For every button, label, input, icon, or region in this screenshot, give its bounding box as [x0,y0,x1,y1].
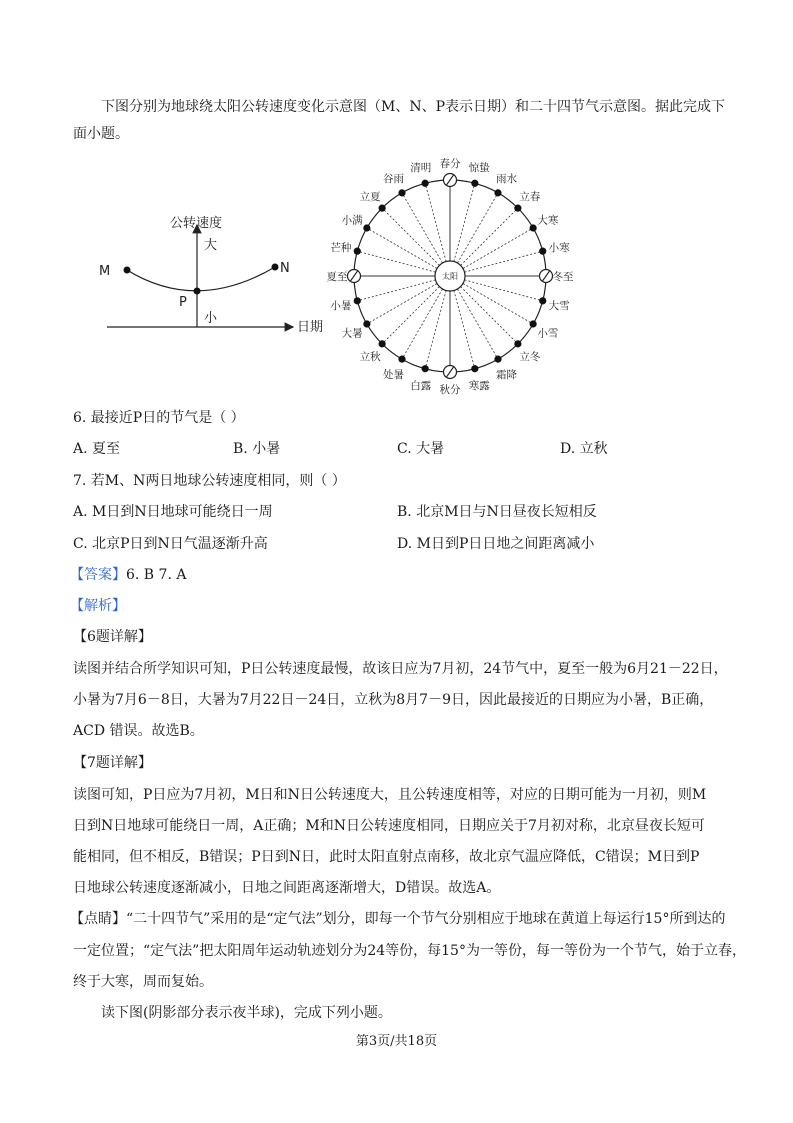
spoke-liqiu [382,287,439,344]
answer-tag: 【答案】 [70,567,126,583]
spoke-lidong [461,287,518,344]
spoke-chushu [402,289,443,359]
term-label-xiaoxue: 小雪 [537,327,559,340]
term-label-bailu: 白露 [410,380,432,393]
term-dot-daxue [539,297,546,304]
x-axis-label: 日期 [297,320,324,335]
q6-detail-line-2: 小暑为7月6－8日，大暑为7月22日－24日，立秋为8月7－9日，因此最接近的日期应为小暑，B正确， [73,692,714,708]
spoke-mangzhong [357,251,435,272]
q6-option-b: B. 小暑 [233,441,281,457]
term-label-qingming: 清明 [410,161,432,174]
term-dot-jingzhe [471,180,478,187]
term-dot-mangzhong [354,248,361,255]
spoke-shuangjiang [458,289,499,359]
term-dot-qingming [422,180,429,187]
term-label-guyu: 谷雨 [383,173,404,186]
q7-detail-line-2: 日到N日地球可能绕日一周，A正确；M和N日公转速度相同，日期应关于7月初对称，北京昼夜长短可 [73,818,705,834]
point-m [124,267,131,274]
term-label-jingzhe: 惊蛰 [468,161,490,174]
spoke-lichun [461,208,518,265]
term-label-dahan: 大寒 [537,214,559,227]
point-p [194,288,201,295]
page-footer: 第3页/共18页 [355,1034,438,1049]
term-dot-lixia [379,205,386,212]
term-dot-hanlu [471,365,478,372]
label-m: M [99,264,111,279]
q6-stem: 6. 最接近P日的节气是（ ） [73,410,245,426]
spoke-yushui [458,193,499,263]
speed-curve [127,267,275,291]
tips-line-3: 终于大寒，周而复始。 [73,974,213,990]
term-dot-chushu [398,356,405,363]
q7-detail-line-3: 能相同，但不相反，B错误；P日到N日，此时太阳直射点南移，故北京气温应降低，C错误；M日到P [73,849,700,865]
q6-detail-line-3: ACD 错误。故选B。 [73,723,204,739]
q7-detail-title: 【7题详解】 [73,755,152,771]
term-label-hanlu: 寒露 [468,380,490,393]
term-dot-guyu [398,189,405,196]
term-label-xiaohan: 小寒 [548,241,570,254]
term-label-chunfen: 春分 [439,158,461,170]
q7-detail-line-4: 日地球公转速度逐渐减小，日地之间距离逐渐增大，D错误。故选A。 [73,880,501,896]
spoke-dahan [463,228,533,269]
spoke-daxue [464,280,542,301]
next-instruction: 读下图(阴影部分表示夜半球)，完成下列小题。 [101,1005,392,1021]
term-dot-lichun [514,205,521,212]
label-p: P [179,295,187,310]
sun-label: 太阳 [442,272,458,281]
tips-text-1: “二十四节气”采用的是“定气法”划分，即每一个节气分别相应于地球在黄道上每运行15°所到达的 [126,911,726,927]
q6-detail-title: 【6题详解】 [73,629,152,645]
term-dot-bailu [422,365,429,372]
intro-line-2: 面小题。 [73,126,129,142]
q7-option-c: C. 北京P日到N日气温逐渐升高 [73,536,268,552]
term-dot-xiaoshu [354,297,361,304]
term-label-mangzhong: 芒种 [330,241,352,254]
term-label-xiaoshu: 小暑 [330,300,352,313]
term-dot-xiaoxue [530,320,537,327]
term-dot-xiaohan [539,248,546,255]
y-axis-label: 公转速度 [170,216,223,231]
q6-option-c: C. 大暑 [397,441,445,457]
spoke-lixia [382,208,439,265]
solar-terms-figure [326,150,580,396]
spoke-dashu [367,284,437,325]
spoke-hanlu [454,290,475,368]
term-label-lidong: 立冬 [519,350,541,363]
point-n [272,264,279,271]
term-dot-lidong [514,340,521,347]
q6-option-a: A. 夏至 [73,441,121,457]
term-dot-yushui [494,189,501,196]
term-label-xiaoman: 小满 [341,214,363,227]
answer-line [70,566,186,584]
term-dot-dahan [530,224,537,231]
q7-detail-line-1: 读图可知，P日应为7月初，M日和N日公转速度大，且公转速度相等，对应的日期可能为一月初，则M [73,787,707,803]
spoke-qingming [425,183,446,261]
term-dot-liqiu [379,340,386,347]
q6-option-d: D. 立秋 [560,441,608,457]
spoke-xiaohan [464,251,542,272]
tips-line-1 [70,910,725,928]
term-dot-shuangjiang [494,356,501,363]
term-label-dashu: 大暑 [341,327,363,340]
q6-detail-line-1: 读图并结合所学知识可知，P日公转速度最慢，故该日应为7月初，24节气中，夏至一般为6月21－22日， [73,661,728,677]
term-label-lichun: 立春 [519,191,541,204]
q7-option-a: A. M日到N日地球可能绕日一周 [73,504,273,520]
spoke-guyu [402,193,443,263]
term-dot-xiaoman [363,224,370,231]
q7-option-d: D. M日到P日日地之间距离减小 [397,536,595,552]
intro-line-1: 下图分别为地球绕太阳公转速度变化示意图（M、N、P表示日期）和二十四节气示意图。据此完成下 [101,99,726,115]
spoke-xiaoshu [357,280,435,301]
term-label-liqiu: 立秋 [359,350,381,363]
revolution-speed-figure [90,205,340,345]
term-label-daxue: 大雪 [548,300,570,313]
term-label-dongzhi: 冬至 [552,271,574,283]
q7-stem: 7. 若M、N两日地球公转速度相同，则（ ） [73,473,346,489]
term-label-qiufen: 秋分 [439,384,461,396]
q7-option-b: B. 北京M日与N日昼夜长短相反 [397,504,597,520]
spoke-xiaoxue [463,284,533,325]
term-label-yushui: 雨水 [496,173,517,186]
term-label-shuangjiang: 霜降 [496,368,517,381]
label-n: N [280,261,290,276]
analysis-tag: 【解析】 [70,598,126,614]
term-dot-dashu [363,320,370,327]
tips-tag: 【点睛】 [70,911,126,927]
tips-line-2: 一定位置；“定气法”把太阳周年运动轨迹划分为24等份，每15°为一等份，每一等份为一个节气，始于立春， [73,943,746,959]
term-label-xiazhi: 夏至 [326,271,348,283]
answer-text: 6. B 7. A [126,567,187,583]
label-small: 小 [204,311,218,326]
spoke-xiaoman [367,228,437,269]
spoke-jingzhe [454,183,475,261]
label-big: 大 [204,238,218,253]
term-label-chushu: 处暑 [383,368,404,381]
term-label-lixia: 立夏 [359,191,381,204]
spoke-bailu [425,290,446,368]
